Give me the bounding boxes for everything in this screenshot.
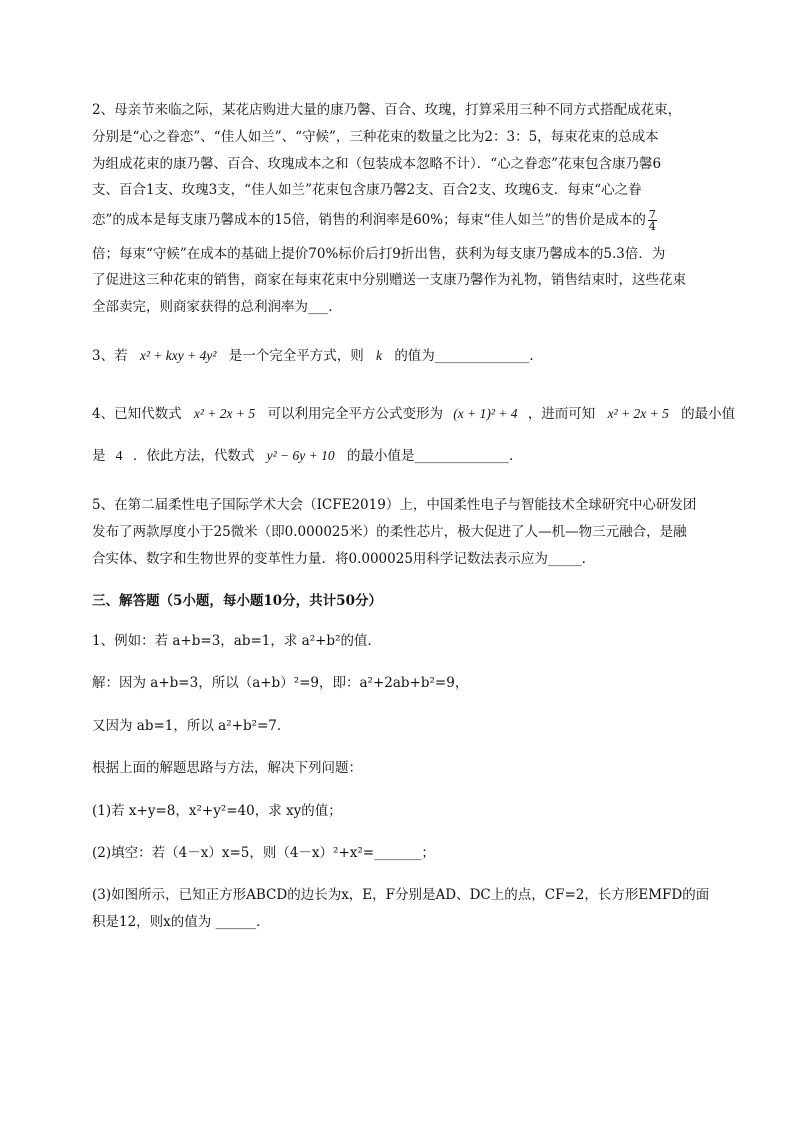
- problem-3-prefix: 3、若: [92, 348, 128, 364]
- problem-4-expression-3: x² + 2x + 5: [607, 406, 669, 421]
- problem-2-line-1: 2、母亲节来临之际，某花店购进大量的康乃馨、百合、玫瑰，打算采用三种不同方式搭配成花束，: [92, 102, 682, 118]
- question-1-intro: 1、例如：若 a+b=3，ab=1，求 a²+b²的值．: [92, 633, 381, 649]
- problem-3-middle: 是一个完全平方式，则: [228, 348, 364, 364]
- problem-2-line-3: 为组成花束的康乃馨、百合、玫瑰成本之和（包装成本忽略不计）．“心之眷恋”花束包含康乃馨6: [92, 156, 662, 172]
- instruction: 根据上面的解题思路与方法，解决下列问题：: [92, 760, 362, 776]
- problem-4-text-e: 是: [92, 448, 106, 464]
- fraction-numerator: 7: [648, 208, 656, 221]
- problem-4-text-c: ，进而可知: [527, 406, 596, 422]
- problem-4-expression-1: x² + 2x + 5: [193, 406, 256, 421]
- problem-4-expression-2: (x + 1)² + 4: [453, 406, 518, 421]
- part-2: (2)填空：若（4－x）x=5，则（4－x）²+x²=_______；: [92, 845, 435, 861]
- problem-2-line-7: 了促进这三种花束的销售，商家在每束花束中分别赠送一支康乃馨作为礼物，销售结束时，这些花束: [92, 272, 686, 288]
- problem-5-line-3: 合实体、数字和生物世界的变革性力量．将0.000025用科学记数法表示应为_____.: [92, 551, 586, 567]
- problem-2-line-6: 倍；每束“守候”在成本的基础上提价70%标价后打9折出售，获利为每支康乃馨成本的5.3倍．为: [92, 246, 666, 262]
- solution-line-2: 又因为 ab=1，所以 a²+b²=7．: [92, 718, 291, 734]
- problem-4-text-a: 4、已知代数式: [92, 406, 182, 422]
- problem-4-expression-4: y² − 6y + 10: [266, 448, 335, 463]
- problem-4-text-d: 的最小值: [681, 406, 736, 422]
- problem-3: [92, 347, 534, 365]
- fraction-denominator: 4: [648, 220, 656, 233]
- problem-4-line-1: [92, 405, 735, 423]
- problem-5-line-1: 5、在第二届柔性电子国际学术大会（ICFE2019）上，中国柔性电子与智能技术全球研究中心研发团: [92, 497, 697, 513]
- part-3-line-1: (3)如图所示，已知正方形ABCD的边长为x，E，F分别是AD、DC上的点，CF=2，长方形EMFD的面: [92, 887, 710, 903]
- solution-line-1: 解：因为 a+b=3，所以（a+b）²=9，即：a²+2ab+b²=9，: [92, 675, 469, 691]
- problem-3-variable: k: [376, 348, 383, 363]
- problem-4-text-g: 的最小值是______________.: [346, 448, 514, 464]
- problem-4-text-f: ．依此方法，代数式: [132, 448, 255, 464]
- problem-3-expression: x² + kxy + 4y²: [139, 348, 217, 363]
- problem-3-suffix: 的值为______________.: [394, 348, 534, 364]
- problem-4-text-b: 可以利用完全平方公式变形为: [267, 406, 443, 422]
- fraction-seven-fourths: [648, 209, 657, 232]
- part-1: (1)若 x+y=8，x²+y²=40，求 xy的值；: [92, 803, 342, 819]
- problem-5-line-2: 发布了两款厚度小于25微米（即0.000025米）的柔性芯片，极大促进了人—机—物三元融合，是融: [92, 524, 687, 540]
- part-3-line-2: 积是12，则x的值为 ______．: [92, 914, 270, 930]
- problem-2-line-4: 支、百合1支、玫瑰3支，“佳人如兰”花束包含康乃馨2支、百合2支、玫瑰6支．每束“心之眷: [92, 182, 642, 198]
- problem-2-line-5: [92, 209, 657, 232]
- section-3-heading: 三、解答题（5小题，每小题10分，共计50分）: [92, 593, 382, 609]
- problem-2-line-8: 全部卖完，则商家获得的总利润率为___．: [92, 299, 342, 315]
- problem-4-line-2: [92, 447, 513, 465]
- problem-2-line-5-text: 恋”的成本是每支康乃馨成本的15倍，销售的利润率是60%；每束“佳人如兰”的售价是成本的: [92, 212, 646, 228]
- problem-4-value: 4: [115, 448, 123, 463]
- problem-2-line-2: 分别是“心之眷恋”、“佳人如兰”、“守候”，三种花束的数量之比为2：3：5，每束花束的总成本: [92, 129, 659, 145]
